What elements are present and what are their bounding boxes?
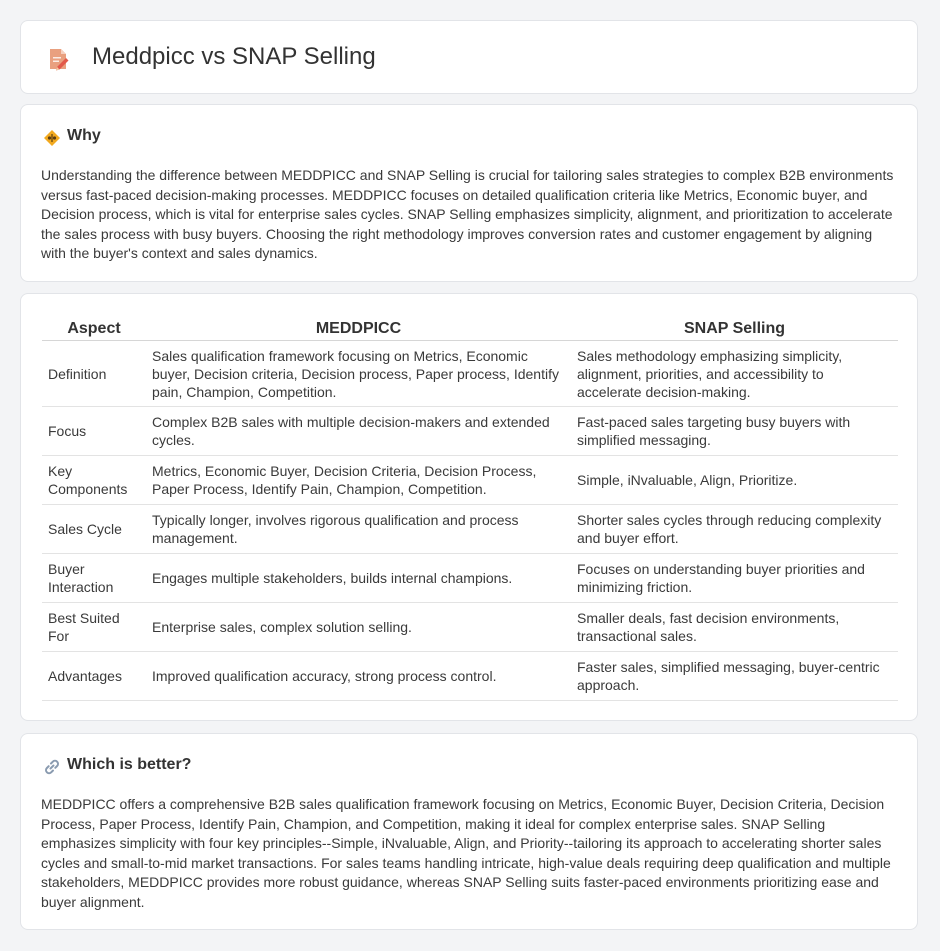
header-card — [20, 20, 918, 94]
which-is-better-heading: Which is better? — [67, 756, 192, 773]
why-text: Understanding the difference between MEDDPICC and SNAP Selling is crucial for tailoring sales strategies to complex B2B environments versus fast-paced decision-making processes. MEDDPICC focuses on detailed qualification criteria like Metrics, Economic buyer, and Decision process, which is vital for enterprise sales cycles. SNAP Selling emphasizes simplicity, alignment, and prioritization to accelerate the sales process with busy buyers. Choosing the right methodology improves conversion rates and customer engagement by aligning with the buyer's context and sales dynamics. — [41, 167, 894, 262]
snap-cell: Simple, iNvaluable, Align, Prioritize. — [571, 456, 898, 505]
snap-cell: Faster sales, simplified messaging, buyer-centric approach. — [571, 652, 898, 701]
snap-cell: Focuses on understanding buyer priorities and minimizing friction. — [571, 554, 898, 603]
aspect-cell: Sales Cycle — [42, 505, 146, 554]
table-row — [42, 505, 898, 554]
table-row — [42, 652, 898, 701]
table-row — [42, 341, 898, 407]
aspect-cell: Key Components — [42, 456, 146, 505]
why-section — [20, 104, 918, 282]
table-row — [42, 407, 898, 456]
column-header-snap-selling: SNAP Selling — [571, 315, 898, 341]
which-is-better-section — [20, 733, 918, 930]
aspect-cell: Buyer Interaction — [42, 554, 146, 603]
aspect-cell: Advantages — [42, 652, 146, 701]
meddpicc-cell: Sales qualification framework focusing on Metrics, Economic buyer, Decision criteria, Decision process, Paper process, Identify pain, Champion, Competition. — [146, 341, 571, 407]
aspect-cell: Best Suited For — [42, 603, 146, 652]
link-icon — [43, 758, 61, 776]
which-is-better-text: MEDDPICC offers a comprehensive B2B sales qualification framework focusing on Metrics, Economic Buyer, Decision Criteria, Decision Process, Paper Process, Identify Pain, Champion, and Competition, making it ideal for complex enterprise sales. SNAP Selling emphasizes simplicity with four key principles--Simple, iNvaluable, Align, and Priority--tailoring its approach to accelerating shorter sales cycles and small-to-mid market transactions. For sales teams handling intricate, high-value deals requiring deep qualification and multiple stakeholders, MEDDPICC provides more robust guidance, whereas SNAP Selling suits faster-paced environments prioritizing ease and buyer alignment. — [41, 796, 891, 910]
why-heading: Why — [67, 127, 101, 144]
meddpicc-cell: Typically longer, involves rigorous qualification and process management. — [146, 505, 571, 554]
snap-cell: Smaller deals, fast decision environments, transactional sales. — [571, 603, 898, 652]
snap-cell: Fast-paced sales targeting busy buyers with simplified messaging. — [571, 407, 898, 456]
meddpicc-cell: Metrics, Economic Buyer, Decision Criteria, Decision Process, Paper Process, Identify Pain, Champion, Competition. — [146, 456, 571, 505]
meddpicc-cell: Complex B2B sales with multiple decision-makers and extended cycles. — [146, 407, 571, 456]
table-row — [42, 554, 898, 603]
snap-cell: Sales methodology emphasizing simplicity, alignment, priorities, and accessibility to accelerate decision-making. — [571, 341, 898, 407]
table-header-row — [42, 315, 898, 341]
meddpicc-cell: Enterprise sales, complex solution selling. — [146, 603, 571, 652]
column-header-aspect: Aspect — [42, 315, 146, 341]
diamond-signs-icon — [43, 129, 61, 147]
table-row — [42, 456, 898, 505]
meddpicc-cell: Engages multiple stakeholders, builds internal champions. — [146, 554, 571, 603]
aspect-cell: Definition — [42, 341, 146, 407]
snap-cell: Shorter sales cycles through reducing complexity and buyer effort. — [571, 505, 898, 554]
column-header-meddpicc: MEDDPICC — [146, 315, 571, 341]
comparison-section — [20, 293, 918, 721]
table-row — [42, 603, 898, 652]
meddpicc-cell: Improved qualification accuracy, strong process control. — [146, 652, 571, 701]
aspect-cell: Focus — [42, 407, 146, 456]
page-title: Meddpicc vs SNAP Selling — [92, 43, 376, 70]
comparison-table — [42, 315, 898, 701]
document-pencil-icon — [47, 47, 69, 71]
